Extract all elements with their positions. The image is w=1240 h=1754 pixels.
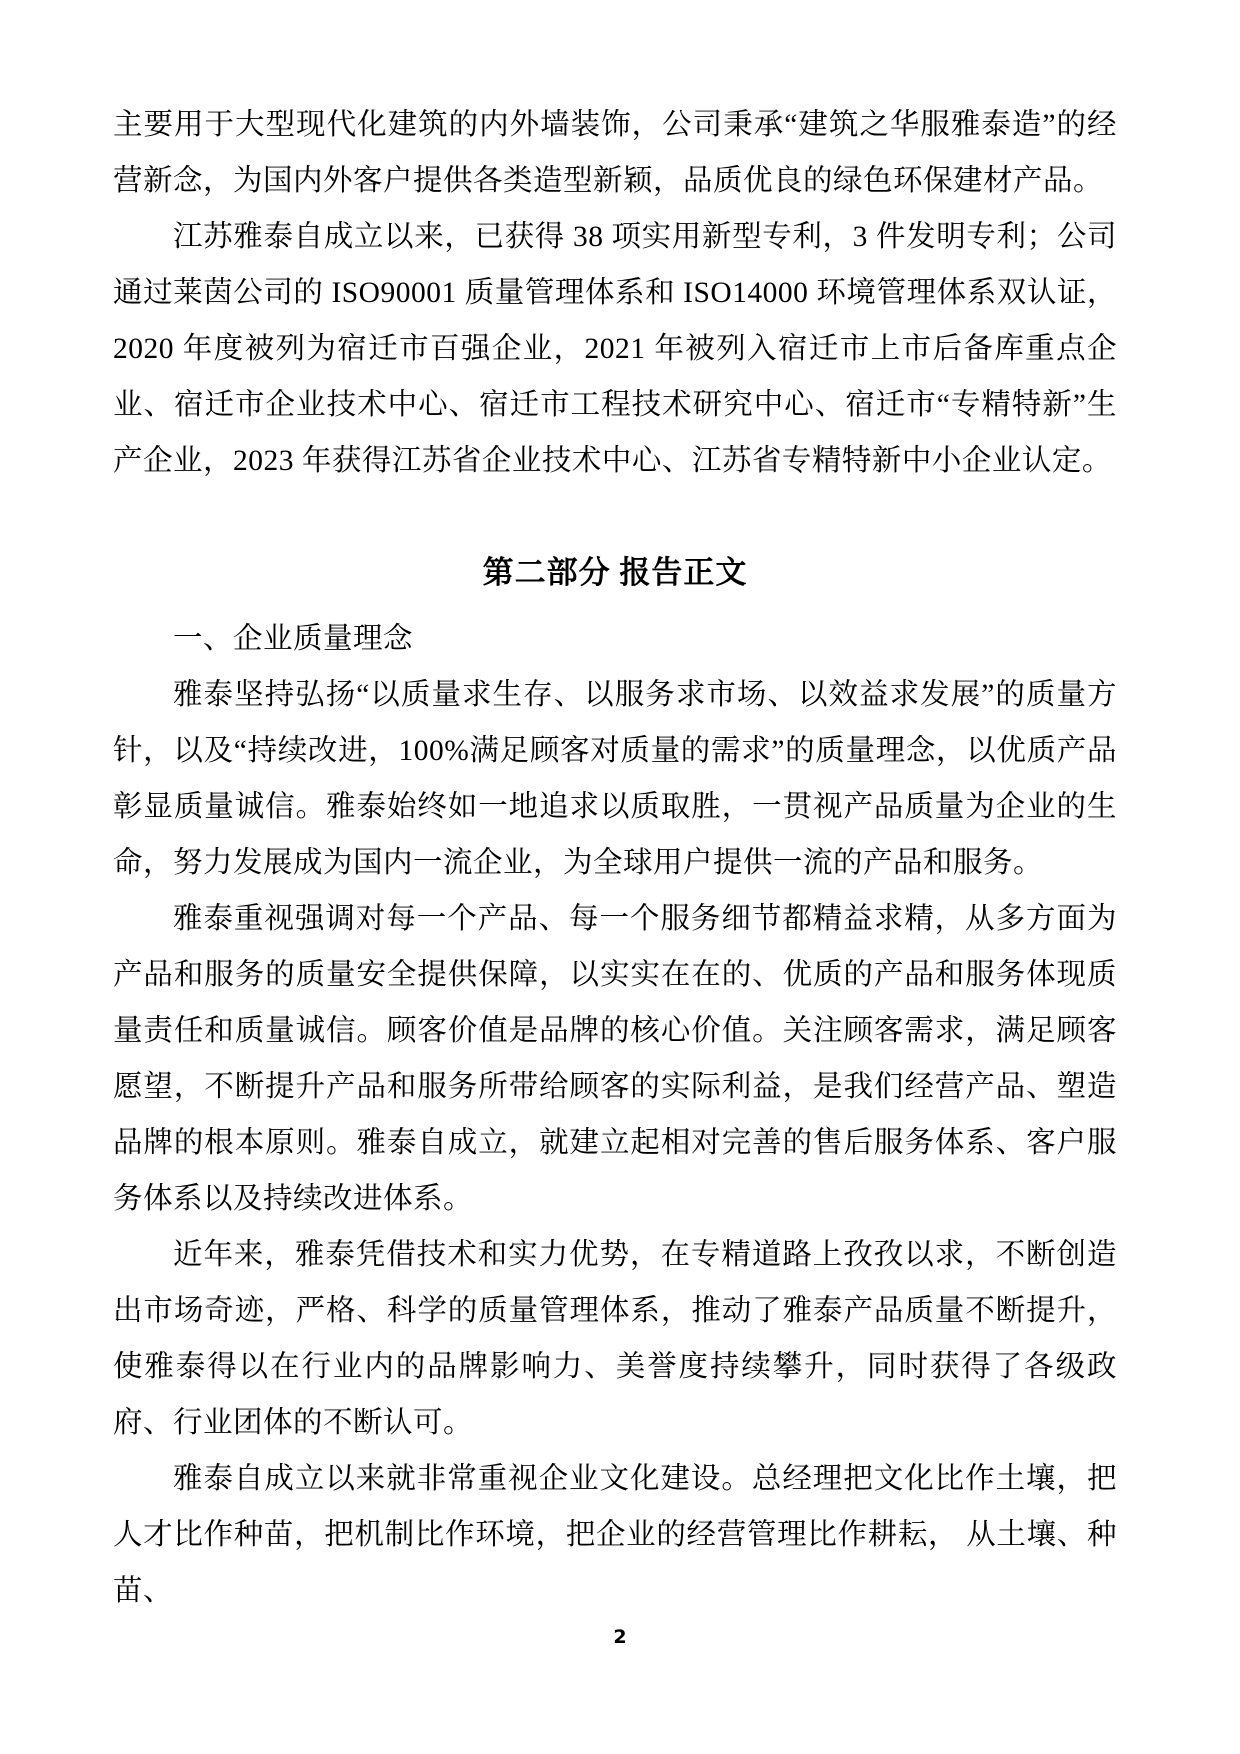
page-content [113,97,1117,1619]
section-heading: 第二部分 报告正文 [482,555,748,590]
paragraph-continuation: 主要用于大型现代化建筑的内外墙装饰，公司秉承“建筑之华服雅泰造”的经营新念，为国内外客户提供各类造型新颖，品质优良的绿色环保建材产品。 [113,109,1117,197]
paragraph-quality-policy: 雅泰坚持弘扬“以质量求生存、以服务求市场、以效益求发展”的质量方针，以及“持续改进，100%满足顾客对质量的需求”的质量理念，以优质产品彰显质量诚信。雅泰始终如一地追求以质取胜，一贯视产品质量为企业的生命，努力发展成为国内一流企业，为全球用户提供一流的产品和服务。 [113,679,1117,879]
paragraph-company-honors: 江苏雅泰自成立以来，已获得 38 项实用新型专利，3 件发明专利；公司通过莱茵公司的 ISO90001 质量管理体系和 ISO14000 环境管理体系双认证，2020 年度被列为宿迁市百强企业，2021 年被列入宿迁市上市后备库重点企业、宿迁市企业技术中心、宿迁市工程技术研究中心、宿迁市“专精特新”生产企业，2023 年获得江苏省企业技术中心、江苏省专精特新中小企业认定。 [113,221,1117,477]
subsection-heading-quality-concept: 一、企业质量理念 [173,623,414,655]
page-number: 2 [613,1626,627,1648]
page-footer [0,1626,1240,1648]
paragraph-customer-value: 雅泰重视强调对每一个产品、每一个服务细节都精益求精，从多方面为产品和服务的质量安全提供保障，以实实在在的、优质的产品和服务体现质量责任和质量诚信。顾客价值是品牌的核心价值。关注顾客需求，满足顾客愿望，不断提升产品和服务所带给顾客的实际利益，是我们经营产品、塑造品牌的根本原则。雅泰自成立，就建立起相对完善的售后服务体系、客户服务体系以及持续改进体系。 [113,903,1117,1215]
paragraph-recent-years: 近年来，雅泰凭借技术和实力优势，在专精道路上孜孜以求，不断创造出市场奇迹，严格、科学的质量管理体系，推动了雅泰产品质量不断提升，使雅泰得以在行业内的品牌影响力、美誉度持续攀升，同时获得了各级政府、行业团体的不断认可。 [113,1239,1117,1439]
paragraph-corporate-culture: 雅泰自成立以来就非常重视企业文化建设。总经理把文化比作土壤，把人才比作种苗，把机制比作环境，把企业的经营管理比作耕耘， 从土壤、种苗、 [113,1463,1117,1607]
